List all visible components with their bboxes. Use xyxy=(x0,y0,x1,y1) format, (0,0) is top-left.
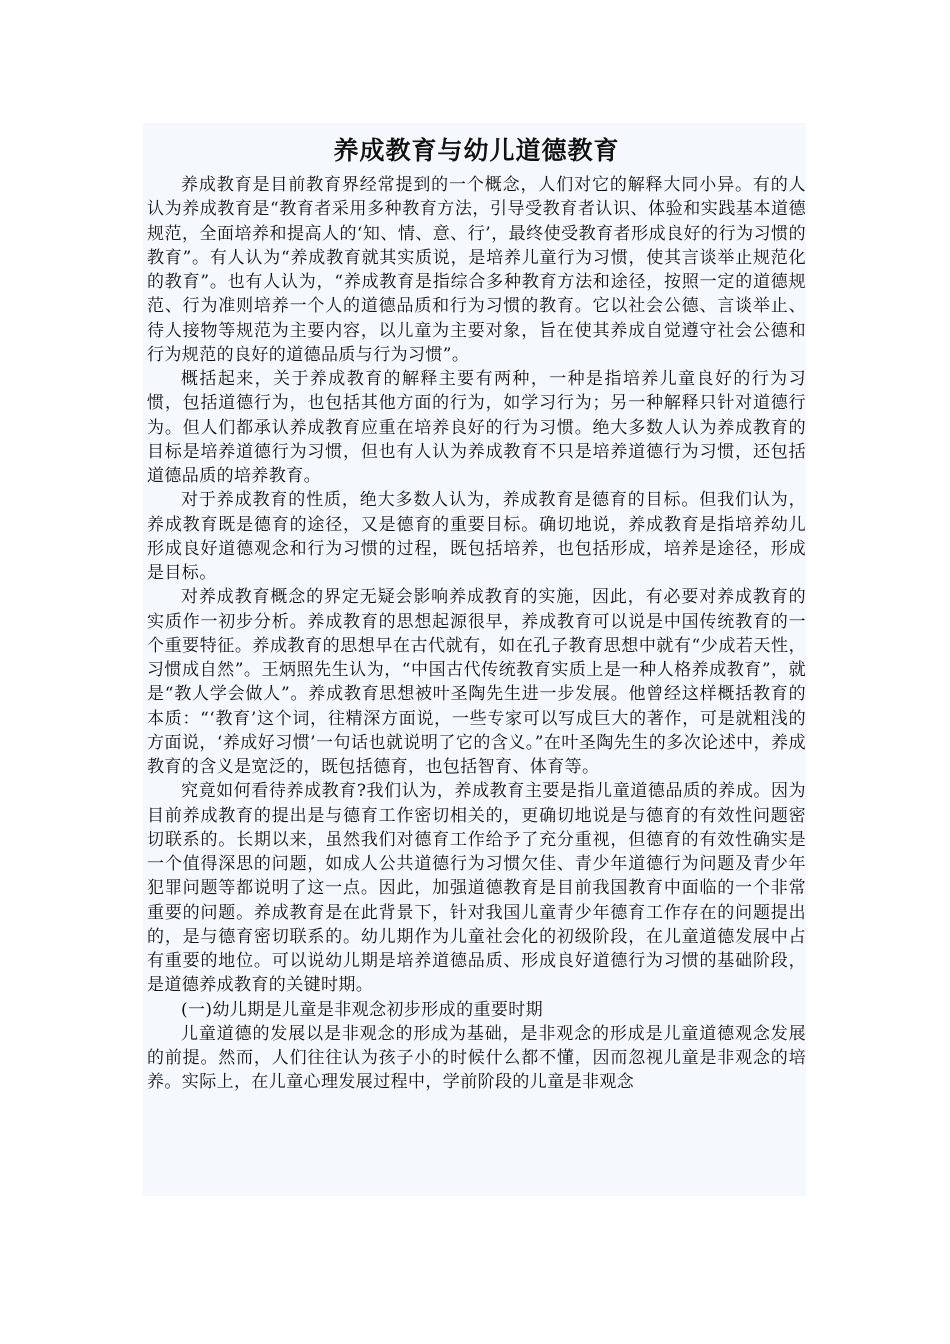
paragraph-nature: 对于养成教育的性质，绝大多数人认为，养成教育是德育的目标。但我们认为，养成教育既是德育的途径，又是德育的重要目标。确切地说，养成教育是指培养幼儿形成良好道德观念和行为习惯的过程，既包括培养，也包括形成，培养是途径，形成是目标。 xyxy=(147,490,806,583)
paragraph-right-wrong: 儿童道德的发展以是非观念的形成为基础，是非观念的形成是儿童道德观念发展的前提。然而，人们往往认为孩子小的时候什么都不懂，因而忽视儿童是非观念的培养。实际上，在儿童心理发展过程中，学前阶段的儿童是非观念 xyxy=(147,1023,806,1093)
paragraph-summary: 概括起来，关于养成教育的解释主要有两种，一种是指培养儿童良好的行为习惯，包括道德行为，也包括其他方面的行为，如学习行为；另一种解释只针对道德行为。但人们都承认养成教育应重在培养良好的行为习惯。绝大多数人认为养成教育的目标是培养道德行为习惯，但也有人认为养成教育不只是培养道德行为习惯，还包括道德品质的培养教育。 xyxy=(147,369,806,486)
paragraph-view: 究竟如何看待养成教育?我们认为，养成教育主要是指儿童道德品质的养成。因为目前养成教育的提出是与德育工作密切相关的，更确切地说是与德育的有效性问题密切联系的。长期以来，虽然我们对德育工作给予了充分重视，但德育的有效性确实是一个值得深思的问题，如成人公共道德行为习惯欠佳、青少年道德行为问题及青少年犯罪问题等都说明了这一点。因此，加强道德教育是目前我国教育中面临的一个非常重要的问题。养成教育是在此背景下，针对我国儿童青少年德育工作存在的问题提出的，是与德育密切联系的。幼儿期作为儿童社会化的初级阶段，在儿童道德发展中占有重要的地位。可以说幼儿期是培养道德品质、形成良好道德行为习惯的基础阶段，是道德养成教育的关键时期。 xyxy=(147,781,806,996)
document-page xyxy=(143,123,806,1196)
paragraph-definitions: 养成教育是目前教育界经常提到的一个概念，人们对它的解释大同小异。有的人认为养成教育是“教育者采用多种教育方法，引导受教育者认识、体验和实践基本道德规范，全面培养和提高人的‘知、情、意、行’，最终使受教育者形成良好的行为习惯的教育”。有人认为“养成教育就其实质说，是培养儿童行为习惯，使其言谈举止规范化的教育”。也有人认为，“养成教育是指综合多种教育方法和途径，按照一定的道德规范、行为准则培养一个人的道德品质和行为习惯的教育。它以社会公德、言谈举止、待人接物等规范为主要内容，以儿童为主要对象，旨在使其养成自觉遵守社会公德和行为规范的良好的道德品质与行为习惯”。 xyxy=(147,175,806,365)
section-heading: (一)幼儿期是儿童是非观念初步形成的重要时期 xyxy=(181,999,544,1020)
paragraph-essence: 对养成教育概念的界定无疑会影响养成教育的实施，因此，有必要对养成教育的实质作一初步分析。养成教育的思想起源很早，养成教育可以说是中国传统教育的一个重要特征。养成教育的思想早在古代就有，如在孔子教育思想中就有“少成若天性，习惯成自然”。王炳照先生认为，“中国古代传统教育实质上是一种人格养成教育”，就是“教人学会做人”。养成教育思想被叶圣陶先生进一步发展。他曾经这样概括教育的本质：“‘教育’这个词，往精深方面说，一些专家可以写成巨大的著作，可是就粗浅的方面说，‘养成好习惯’一句话也就说明了它的含义。”在叶圣陶先生的多次论述中，养成教育的含义是宽泛的，既包括德育，也包括智育、体育等。 xyxy=(147,587,806,777)
document-title: 养成教育与幼儿道德教育 xyxy=(333,136,620,165)
